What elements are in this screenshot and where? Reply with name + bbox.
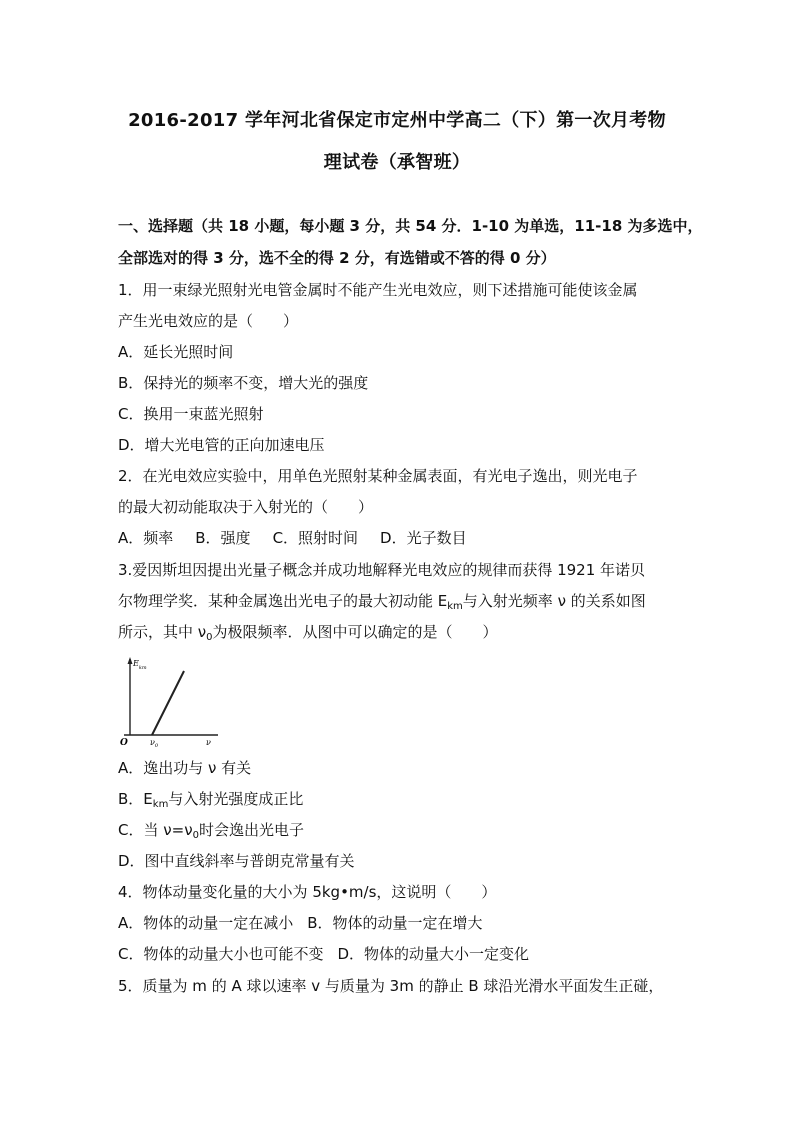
q2-option-a: A．频率 xyxy=(118,529,174,547)
q3-option-d: D．图中直线斜率与普朗克常量有关 xyxy=(118,852,355,870)
exam-title-line-1: 2016-2017 学年河北省保定市定州中学高二（下）第一次月考物 xyxy=(128,110,666,131)
origin-label: O xyxy=(120,738,128,747)
q4-stem: 4．物体动量变化量的大小为 5kg•m/s，这说明（ ） xyxy=(118,883,497,901)
ek-line xyxy=(152,671,184,735)
x-axis-label: ν xyxy=(206,738,211,747)
q1-option-b: B．保持光的频率不变，增大光的强度 xyxy=(118,374,369,392)
q2-stem-line-1: 2．在光电效应实验中，用单色光照射某种金属表面，有光电子逸出，则光电子 xyxy=(118,467,638,485)
q4-options-row-2 xyxy=(118,944,529,964)
section-heading-line-1: 一、选择题（共 18 小题，每小题 3 分，共 54 分．1-10 为单选，11-18 为多选中， xyxy=(118,217,703,235)
q3-stem-line-1: 3.爱因斯坦因提出光量子概念并成功地解释光电效应的规律而获得 1921 年诺贝 xyxy=(118,561,646,579)
q2-option-d: D．光子数目 xyxy=(380,529,467,547)
q2-option-c: C．照射时间 xyxy=(272,529,359,547)
q3-stem-line-2: 尔物理学奖．某种金属逸出光电子的最大初动能 $E_{km}$与入射光频率 ν 的关系如图 xyxy=(118,592,646,612)
q4-option-b: B．物体的动量一定在增大 xyxy=(307,914,483,932)
y-axis-arrow xyxy=(128,657,133,664)
q4-option-d: D．物体的动量大小一定变化 xyxy=(337,945,530,963)
section-heading-line-2: 全部选对的得 3 分，选不全的得 2 分，有选错或不答的得 0 分） xyxy=(118,249,556,267)
q5-stem-line-1: 5．质量为 m 的 A 球以速率 v 与质量为 3m 的静止 B 球沿光滑水平面发生正碰， xyxy=(118,977,664,995)
q2-options-row xyxy=(118,528,467,548)
q2-option-b: B．强度 xyxy=(195,529,251,547)
exam-title-line-2: 理试卷（承智班） xyxy=(323,152,471,173)
q2-stem-line-2: 的最大初动能取决于入射光的（ ） xyxy=(118,498,374,516)
q1-option-a: A．延长光照时间 xyxy=(118,343,234,361)
q1-stem-line-2: 产生光电效应的是（ ） xyxy=(118,312,299,330)
y-axis-label: $E_{km}$ xyxy=(133,659,147,671)
q4-option-c: C．物体的动量大小也可能不变 xyxy=(118,945,324,963)
q4-option-a: A．物体的动量一定在减小 xyxy=(118,914,294,932)
q1-option-d: D．增大光电管的正向加速电压 xyxy=(118,436,325,454)
q3-ek-vs-frequency-graph xyxy=(118,655,224,747)
q3-option-c: C．当 $\nu=\nu_0$时会逸出光电子 xyxy=(118,821,304,841)
q3-stem-line-3: 所示，其中 $\nu_0$为极限频率．从图中可以确定的是（ ） xyxy=(118,623,498,643)
q1-option-c: C．换用一束蓝光照射 xyxy=(118,405,264,423)
x-tick-label: $\nu_0$ xyxy=(150,738,159,747)
q4-options-row-1 xyxy=(118,913,483,933)
q3-option-a: A．逸出功与 ν 有关 xyxy=(118,759,252,777)
q1-stem-line-1: 1．用一束绿光照射光电管金属时不能产生光电效应，则下述措施可能使该金属 xyxy=(118,281,638,299)
q3-option-b: B．$E_{km}$与入射光强度成正比 xyxy=(118,790,304,810)
